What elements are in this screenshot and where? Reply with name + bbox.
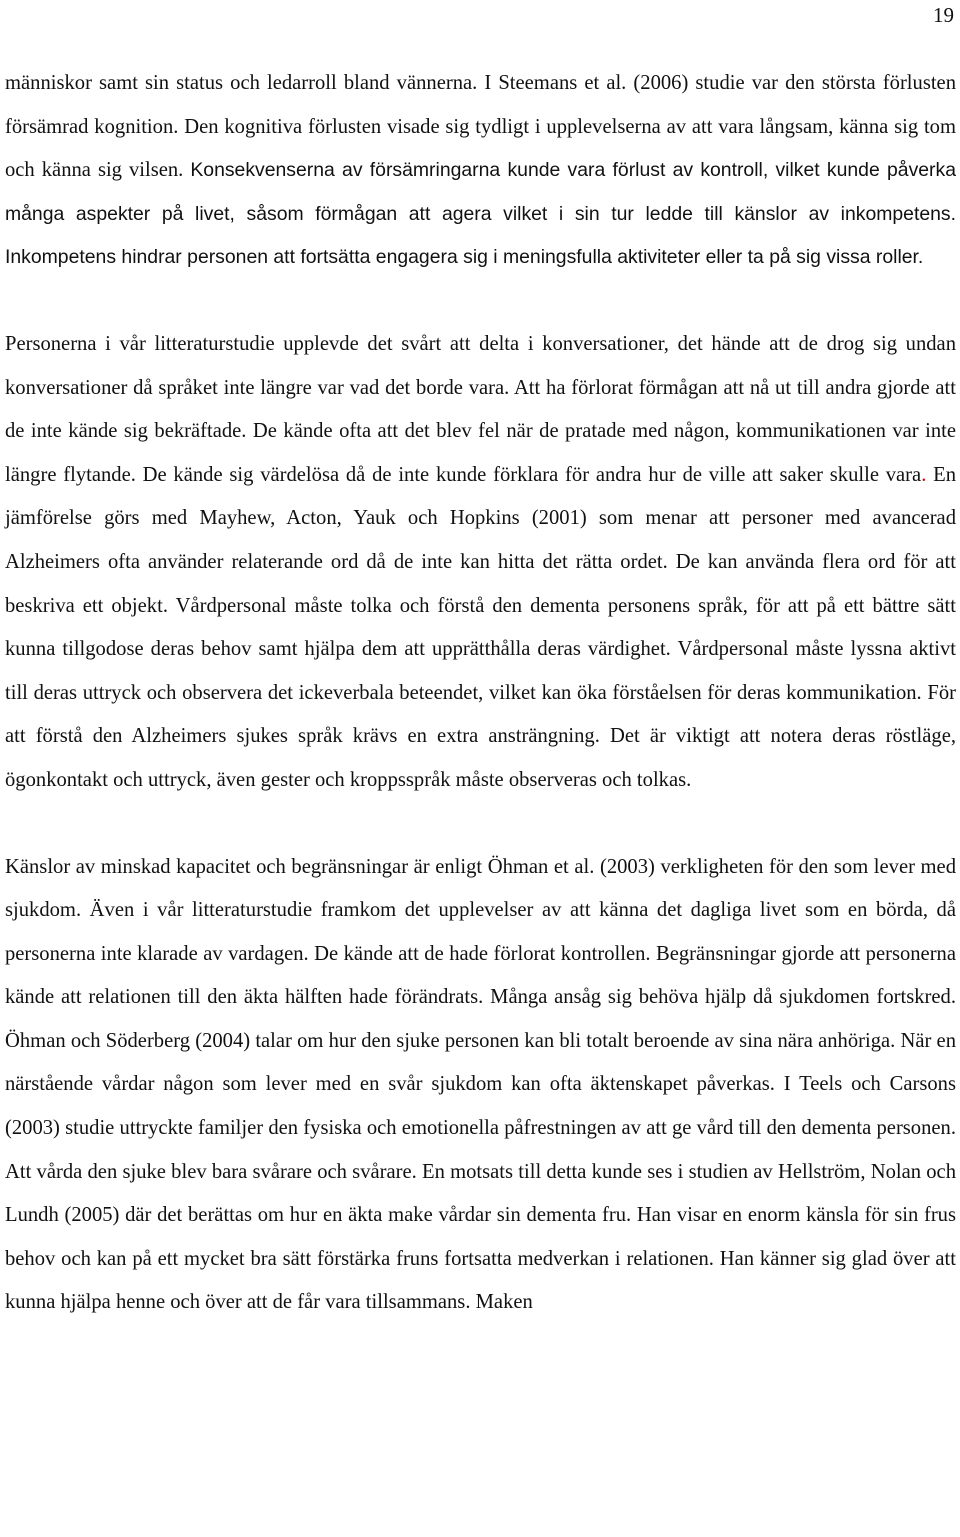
paragraph-2 <box>5 323 956 803</box>
paragraph-text: människor samt sin status och ledarroll bland vännerna. I Steemans et al. (2006) studie var den största förlusten försämrad kognition. Den kognitiva förlusten visade sig tydligt i upplevelserna av att vara långsam, känna sig tom och känna sig vilsen. <box>5 72 956 182</box>
paragraph-text: Konsekvenserna av försämringarna kunde vara förlust av kontroll, vilket kunde påverka många aspekter på livet, såsom förmågan att agera vilket i sin tur ledde till känslor av inkompetens. Inkompetens hindrar personen att fortsätta engagera sig i meningsfulla aktiviteter eller ta på sig vissa roller. <box>5 159 956 269</box>
paragraph-3 <box>5 846 956 1326</box>
page-number: 19 <box>933 3 954 27</box>
paragraph-text: Personerna i vår litteraturstudie upplevde det svårt att delta i konversationer, det hände att de drog sig undan konversationer då språket inte längre var vad det borde vara. Att ha förlorat förmågan att nå ut till andra gjorde att de inte kände sig bekräftade. De kände ofta att det blev fel när de pratade med någon, kommunikationen var inte längre flytande. De kände sig värdelösa då de inte kunde förklara för andra hur de ville att saker skulle vara <box>5 332 956 486</box>
highlighted-period: . <box>921 463 927 486</box>
document-body <box>5 62 956 1325</box>
paragraph-text: Känslor av minskad kapacitet och begränsningar är enligt Öhman et al. (2003) verkligheten för den som lever med sjukdom. Även i vår litteraturstudie framkom det upplevelser av att känna det dagliga livet som en börda, då personerna inte klarade av vardagen. De kände att de hade förlorat kontrollen. Begränsningar gjorde att personerna kände att relationen till den äkta hälften hade förändrats. Många ansåg sig behöva hjälp då sjukdomen fortskred. Öhman och Söderberg (2004) talar om hur den sjuke personen kan bli totalt beroende av sina nära anhöriga. När en närstående vårdar någon som lever med en svår sjukdom kan ofta äktenskapet påverkas. I Teels och Carsons (2003) studie uttryckte familjer den fysiska och emotionella påfrestningen av att ge vård till den dementa personen. Att vårda den sjuke blev bara svårare och svårare. En motsats till detta kunde ses i studien av Hellström, Nolan och Lundh (2005) där det berättas om hur en äkta make vårdar sin dementa fru. Han visar en enorm känsla för sin frus behov och kan på ett mycket bra sätt förstärka fruns fortsatta medverkan i relationen. Han känner sig glad över att kunna hjälpa henne och över att de får vara tillsammans. Maken <box>5 855 956 1314</box>
paragraph-text: En jämförelse görs med Mayhew, Acton, Yauk och Hopkins (2001) som menar att personer med avancerad Alzheimers ofta använder relaterande ord då de inte kan hitta det rätta ordet. De kan använda flera ord för att beskriva ett objekt. Vårdpersonal måste tolka och förstå den dementa personens språk, för att på ett bättre sätt kunna tillgodose deras behov samt hjälpa dem att upprätthålla deras värdighet. Vårdpersonal måste lyssna aktivt till deras uttryck och observera det ickeverbala beteendet, vilket kan öka förståelsen för deras kommunikation. För att förstå den Alzheimers sjukes språk krävs en extra ansträngning. Det är viktigt att notera deras röstläge, ögonkontakt och uttryck, även gester och kroppsspråk måste observeras och tolkas. <box>5 463 957 791</box>
paragraph-1 <box>5 62 956 280</box>
